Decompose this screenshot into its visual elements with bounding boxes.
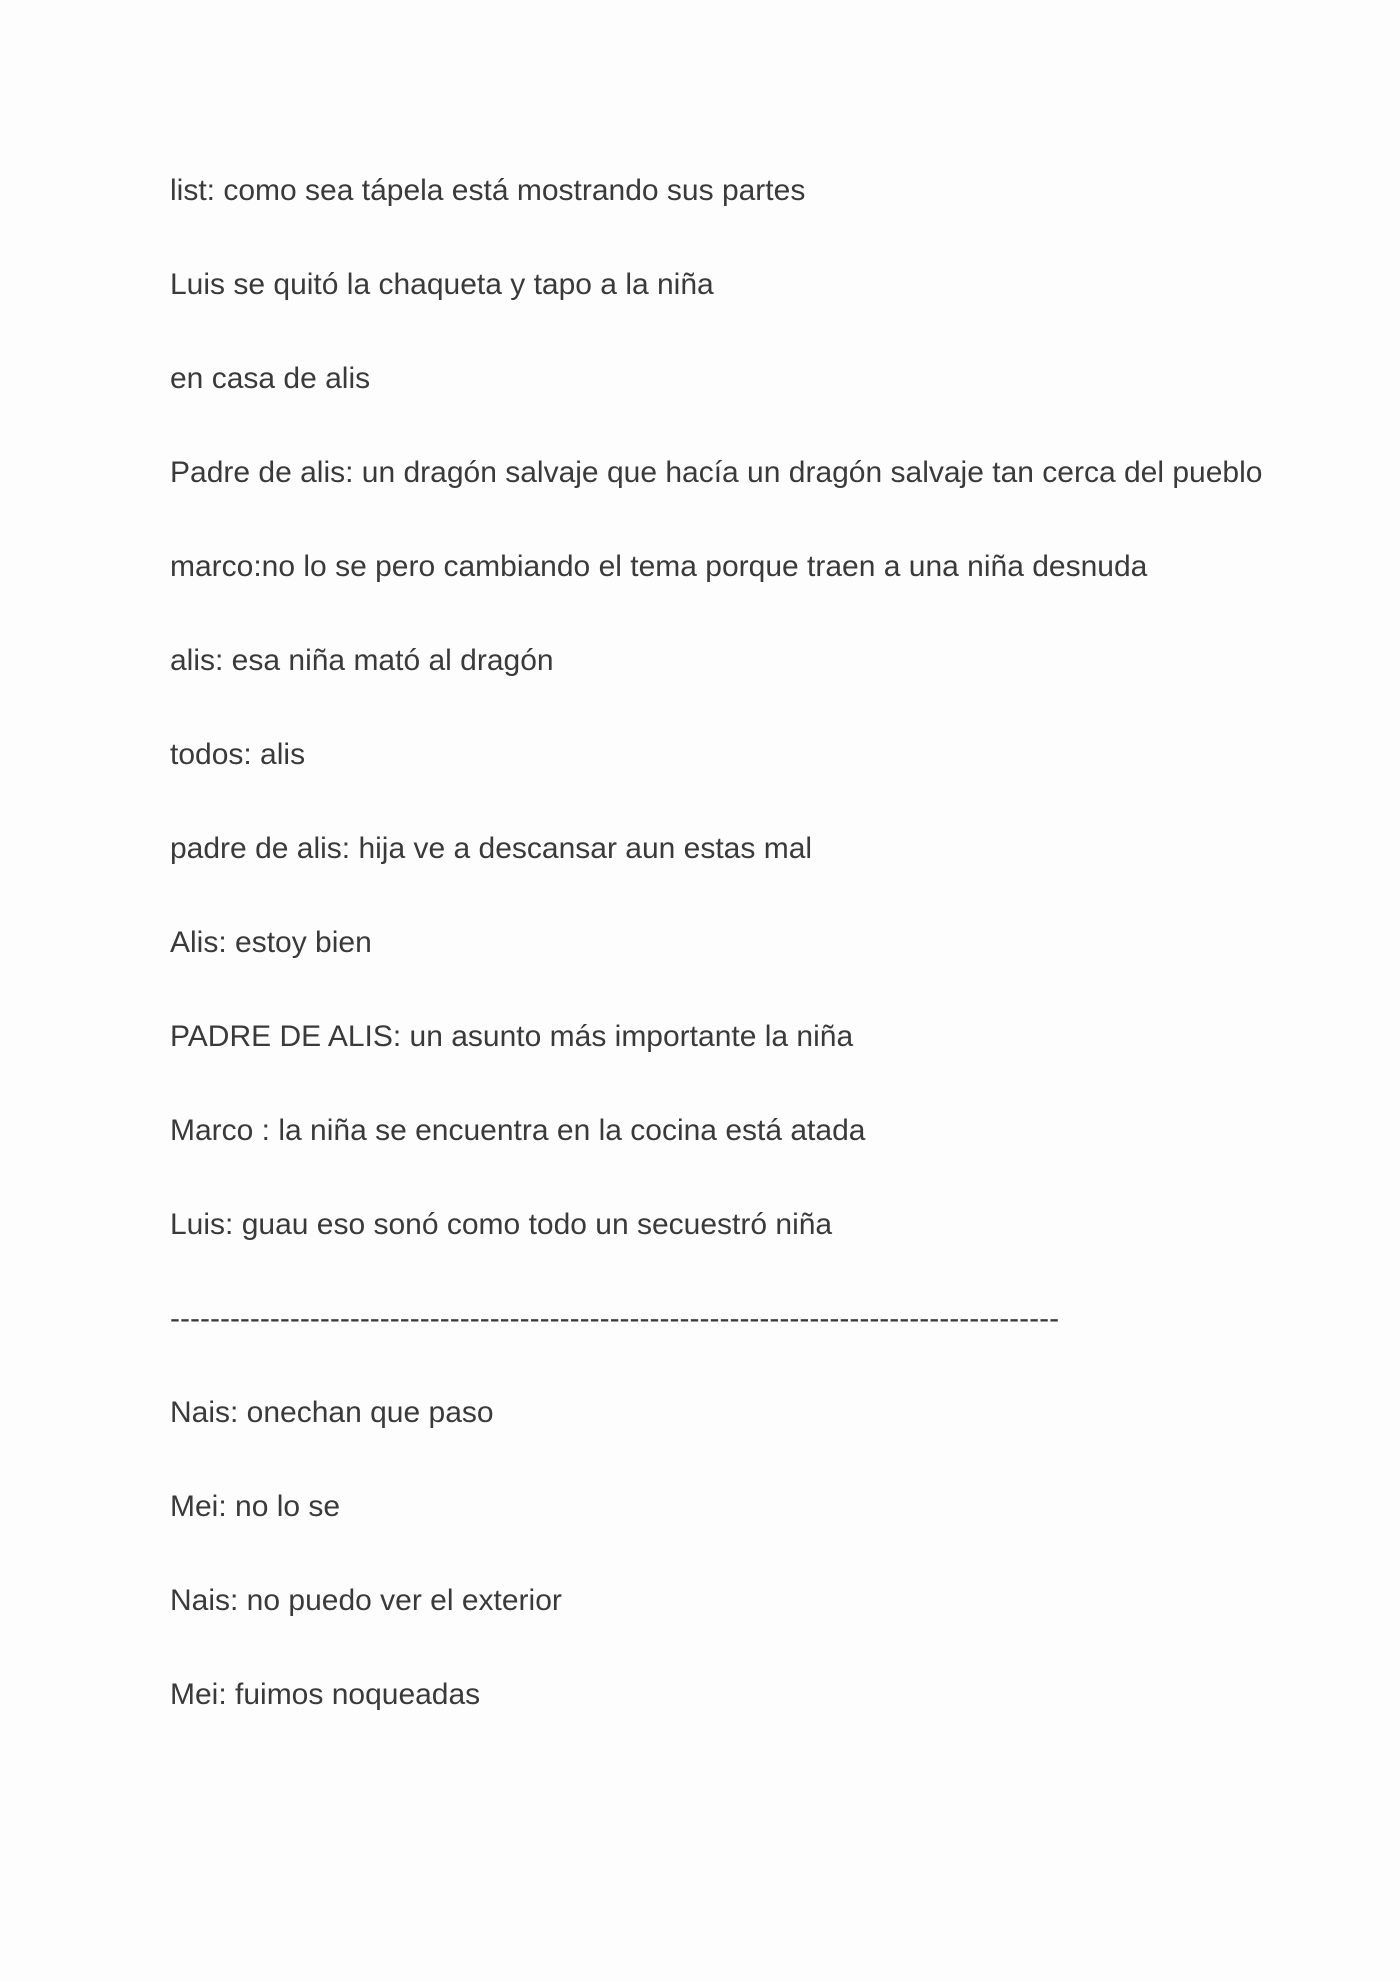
scene-line: en casa de alis: [170, 362, 371, 395]
dialogue-line: alis: esa niña mató al dragón: [170, 644, 554, 677]
dialogue-line: Mei: fuimos noqueadas: [170, 1678, 481, 1711]
dialogue-line: Padre de alis: un dragón salvaje que hacía un dragón salvaje tan cerca del pueblo: [170, 456, 1263, 489]
dialogue-line: Alis: estoy bien: [170, 926, 372, 959]
dialogue-line: marco:no lo se pero cambiando el tema porque traen a una niña desnuda: [170, 550, 1148, 583]
dialogue-line: padre de alis: hija ve a descansar aun estas mal: [170, 832, 813, 865]
dialogue-line: PADRE DE ALIS: un asunto más importante la niña: [170, 1020, 854, 1053]
dialogue-line: Nais: onechan que paso: [170, 1396, 494, 1429]
dialogue-line: Luis se quitó la chaqueta y tapo a la niña: [170, 268, 714, 301]
dialogue-line: Luis: guau eso sonó como todo un secuestró niña: [170, 1208, 833, 1241]
document-body: [170, 165, 1270, 1763]
dialogue-line: Mei: no lo se: [170, 1490, 341, 1523]
dialogue-line: Marco : la niña se encuentra en la cocina está atada: [170, 1114, 866, 1147]
dialogue-line: todos: alis: [170, 738, 306, 771]
section-separator: -----------------------------------------------------------------------------------------: [170, 1302, 1060, 1335]
dialogue-line: list: como sea tápela está mostrando sus partes: [170, 174, 806, 207]
dialogue-line: Nais: no puedo ver el exterior: [170, 1584, 562, 1617]
